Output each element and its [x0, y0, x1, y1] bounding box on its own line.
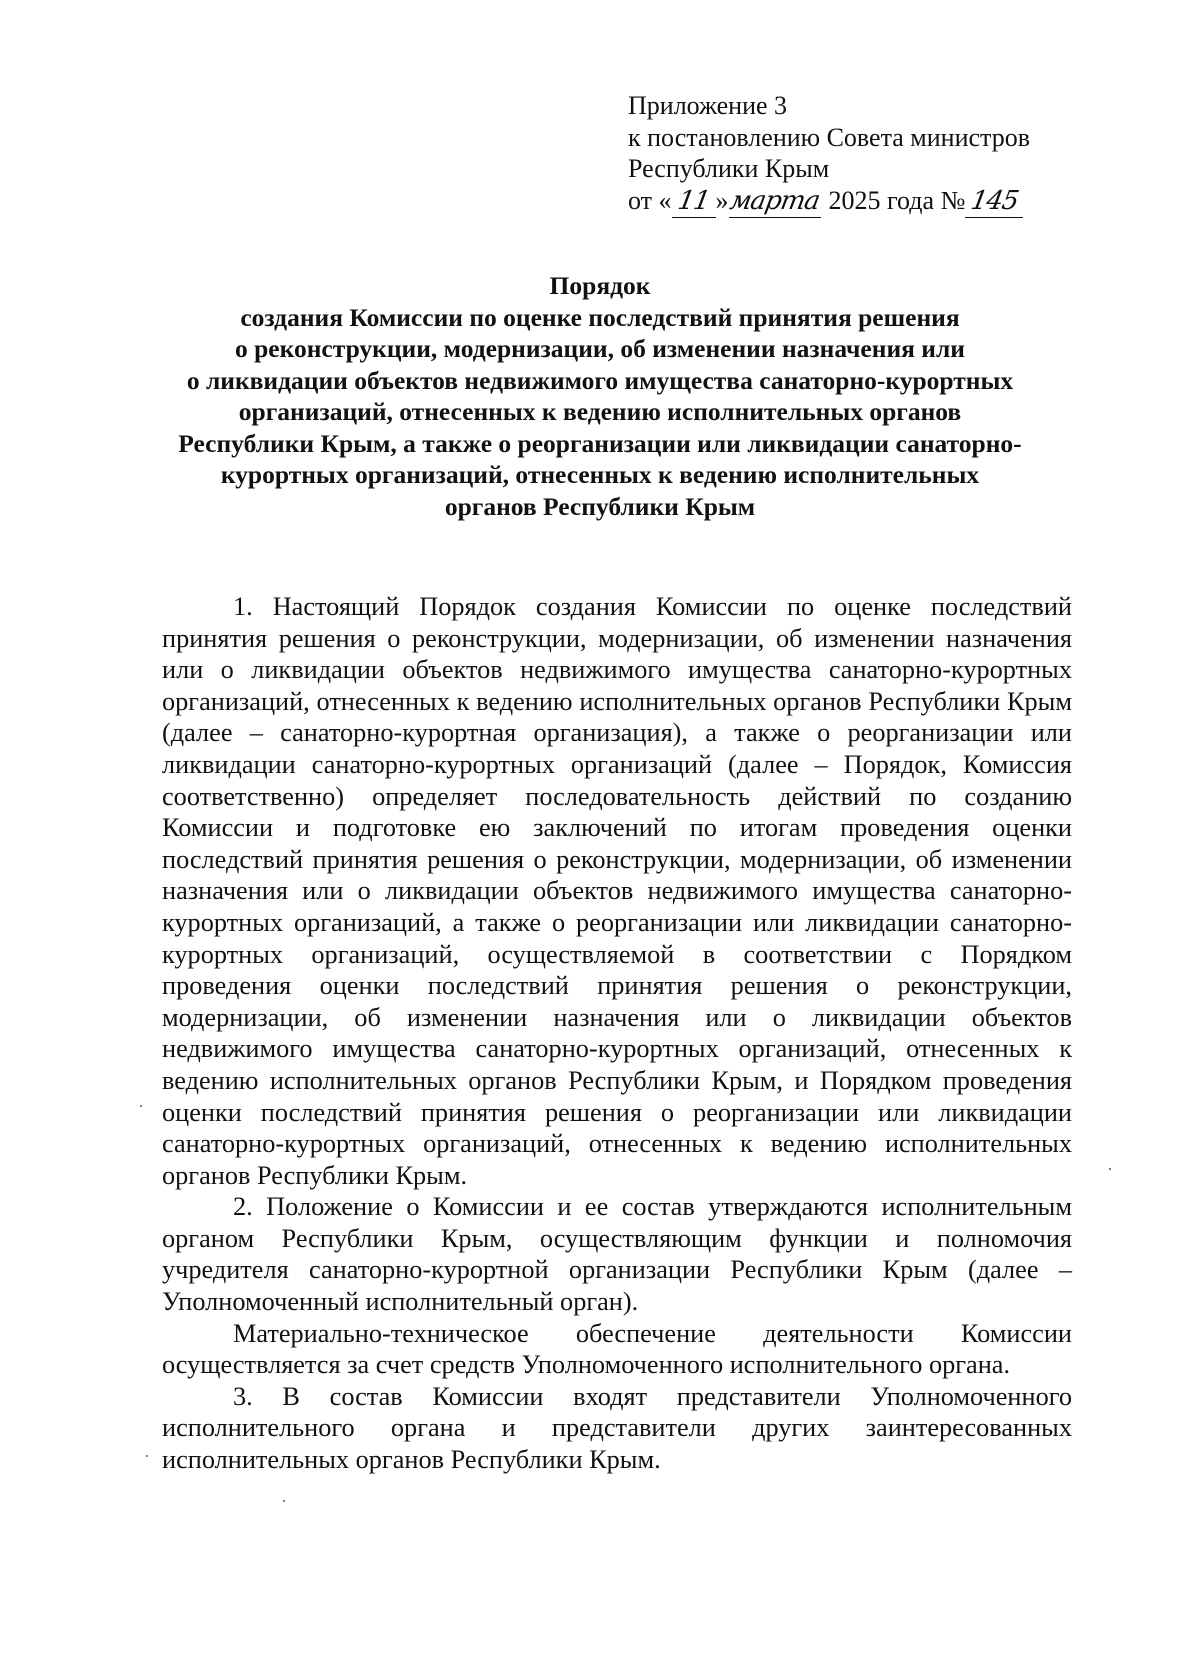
title-line: о ликвидации объектов недвижимого имущества санаторно-курортных — [186, 365, 1014, 395]
appendix-republic-line: Республики Крым — [628, 154, 830, 183]
scan-speck — [146, 1455, 148, 1457]
paragraph-1: 1. Настоящий Порядок создания Комиссии по оценке последствий принятия решения о реконструкции, модернизации, об изменении назначения или о ликвидации объектов недвижимого имущества санаторно-курортных организаций, отнесенных к ведению исполнительных органов Республики Крым (далее – санаторно-курортная организация), а также о реорганизации или ликвидации санаторно-курортных организаций (далее – Порядок, Комиссия соответственно) определяет последовательность действий по созданию Комиссии и подготовке ею заключений по итогам проведения оценки последствий принятия решения о реконструкции, модернизации, об изменении назначения или о ликвидации объектов недвижимого имущества санаторно-курортных организаций, а также о реорганизации или ликвидации санаторно-курортных организаций, осуществляемой в соответствии с Порядком проведения оценки последствий принятия решения о реконструкции, модернизации, об изменении назначения или о ликвидации объектов недвижимого имущества санаторно-курортных организаций, отнесенных к ведению исполнительных органов Республики Крым, и Порядком проведения оценки последствий принятия решения о реорганизации или ликвидации санаторно-курортных организаций, отнесенных к ведению исполнительных органов Республики Крым. — [162, 592, 1072, 1190]
scan-speck — [1109, 1168, 1111, 1170]
year-text: 2025 года № — [828, 185, 966, 215]
date-prefix: от « — [628, 185, 672, 215]
handwritten-month: марта — [727, 185, 822, 216]
title-line: Республики Крым, а также о реорганизации или ликвидации санаторно- — [178, 428, 1022, 458]
title-line: курортных организаций, отнесенных к ведению исполнительных — [220, 460, 980, 489]
appendix-date-line — [628, 185, 1030, 219]
document-title — [150, 270, 1050, 522]
document-body — [162, 591, 1072, 1476]
appendix-title: Приложение 3 — [628, 91, 788, 120]
title-line: о реконструкции, модернизации, об изменении назначения или — [234, 334, 965, 363]
handwritten-day: 11 — [675, 185, 712, 216]
title-heading: Порядок — [549, 271, 651, 300]
date-quote-close: » — [715, 185, 729, 215]
title-line: создания Комиссии по оценке последствий принятия решения — [240, 302, 960, 332]
title-line: организаций, отнесенных к ведению исполнительных органов — [238, 397, 962, 426]
scan-speck — [283, 1500, 285, 1502]
paragraph-2-continued: Материально-техническое обеспечение деятельности Комиссии осуществляется за счет средств Уполномоченного исполнительного органа. — [162, 1318, 1072, 1380]
paragraph-2: 2. Положение о Комиссии и ее состав утверждаются исполнительным органом Республики Крым, осуществляющим функции и полномочия учредителя санаторно-курортной организации Республики Крым (далее – Уполномоченный исполнительный орган). — [162, 1192, 1072, 1317]
scan-speck — [140, 1105, 142, 1107]
month-blank — [729, 185, 821, 219]
day-blank — [672, 185, 716, 219]
appendix-block — [628, 90, 1030, 218]
paragraph-3: 3. В состав Комиссии входят представители Уполномоченного исполнительного органа и представители других заинтересованных исполнительных органов Республики Крым. — [162, 1381, 1072, 1475]
title-line: органов Республики Крым — [444, 491, 756, 521]
handwritten-number: 145 — [968, 185, 1021, 216]
appendix-resolution-line: к постановлению Совета министров — [628, 122, 1030, 152]
number-blank — [965, 185, 1023, 219]
